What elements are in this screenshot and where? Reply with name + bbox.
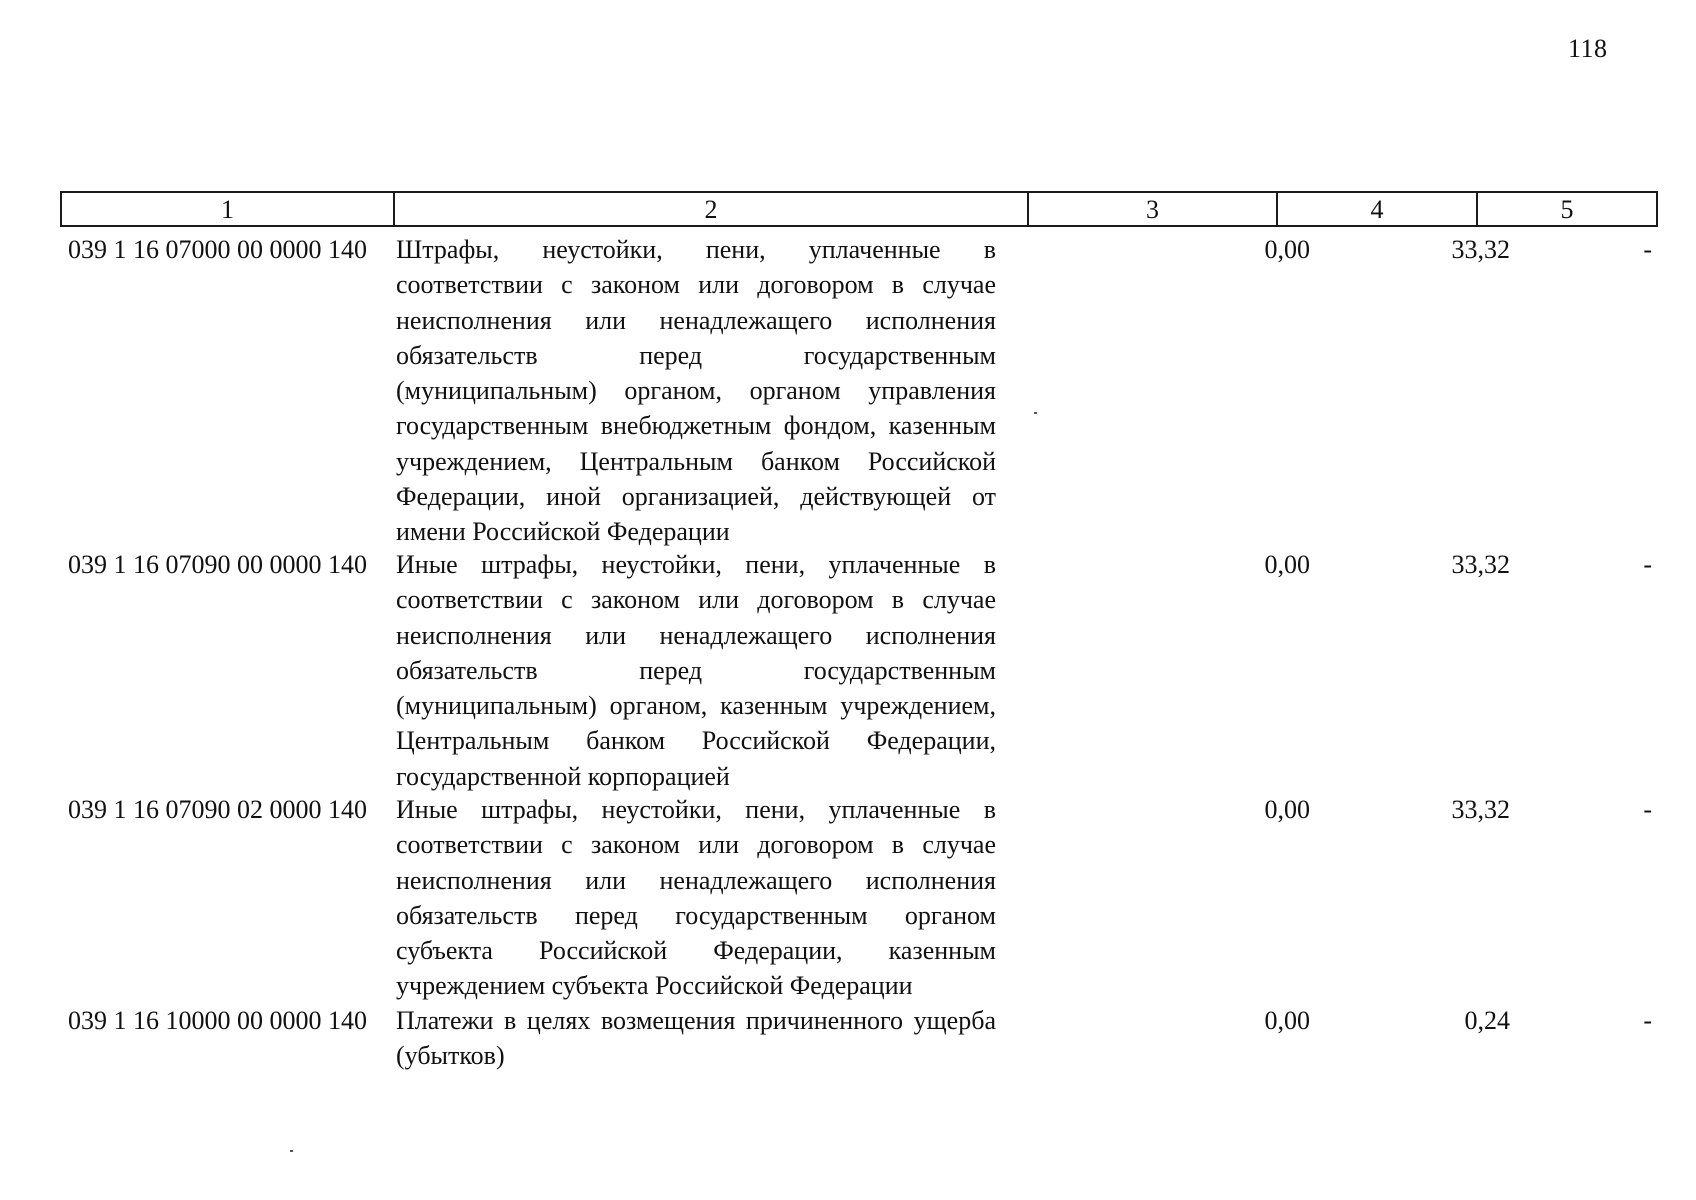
header-col-5: 5 — [1477, 192, 1657, 226]
row-col4-value: 0,24 — [1464, 1006, 1510, 1035]
table-header — [60, 191, 1658, 227]
row-code: 039 1 16 07090 02 0000 140 — [68, 795, 367, 824]
row-col3-value: 0,00 — [1264, 550, 1310, 579]
row-col4-value: 33,32 — [1451, 235, 1510, 264]
row-name: Иные штрафы, неустойки, пени, уплаченные в соответствии с законом или договором в случае неисполнения или ненадлежащего исполнения обязательств перед государственным (муниципальным) органом, казенным учреждением, Центральным банком Российской Федерации, государственной корпорацией — [396, 550, 996, 791]
header-col-1: 1 — [61, 192, 394, 226]
row-name: Штрафы, неустойки, пени, уплаченные в соответствии с законом или договором в случае неисполнения или ненадлежащего исполнения обязательств перед государственным (муниципальным) органом, органом управления государственным внебюджетным фондом, казенным учреждением, Центральным банком Российской Федерации, иной организацией, действующей от имени Российской Федерации — [396, 235, 996, 547]
header-col-2: 2 — [394, 192, 1028, 226]
row-col4-value: 33,32 — [1451, 550, 1510, 579]
page-number: 118 — [1568, 34, 1608, 63]
row-col5-value: - — [1643, 550, 1652, 579]
scan-speck — [1034, 412, 1037, 414]
row-col4-value: 33,32 — [1451, 795, 1510, 824]
row-code: 039 1 16 07090 00 0000 140 — [68, 550, 367, 579]
row-col5-value: - — [1643, 235, 1652, 264]
row-col3-value: 0,00 — [1264, 795, 1310, 824]
header-col-4: 4 — [1277, 192, 1477, 226]
row-code: 039 1 16 07000 00 0000 140 — [68, 235, 367, 264]
row-name: Платежи в целях возмещения причиненного ущерба (убытков) — [396, 1006, 996, 1071]
row-code: 039 1 16 10000 00 0000 140 — [68, 1006, 367, 1035]
scan-speck — [290, 1150, 293, 1152]
row-col5-value: - — [1643, 1006, 1652, 1035]
row-name: Иные штрафы, неустойки, пени, уплаченные в соответствии с законом или договором в случае неисполнения или ненадлежащего исполнения обязательств перед государственным органом субъекта Российской Федерации, казенным учреждением субъекта Российской Федерации — [396, 795, 996, 1001]
row-col3-value: 0,00 — [1264, 235, 1310, 264]
row-col3-value: 0,00 — [1264, 1006, 1310, 1035]
header-col-3: 3 — [1028, 192, 1277, 226]
row-col5-value: - — [1643, 795, 1652, 824]
